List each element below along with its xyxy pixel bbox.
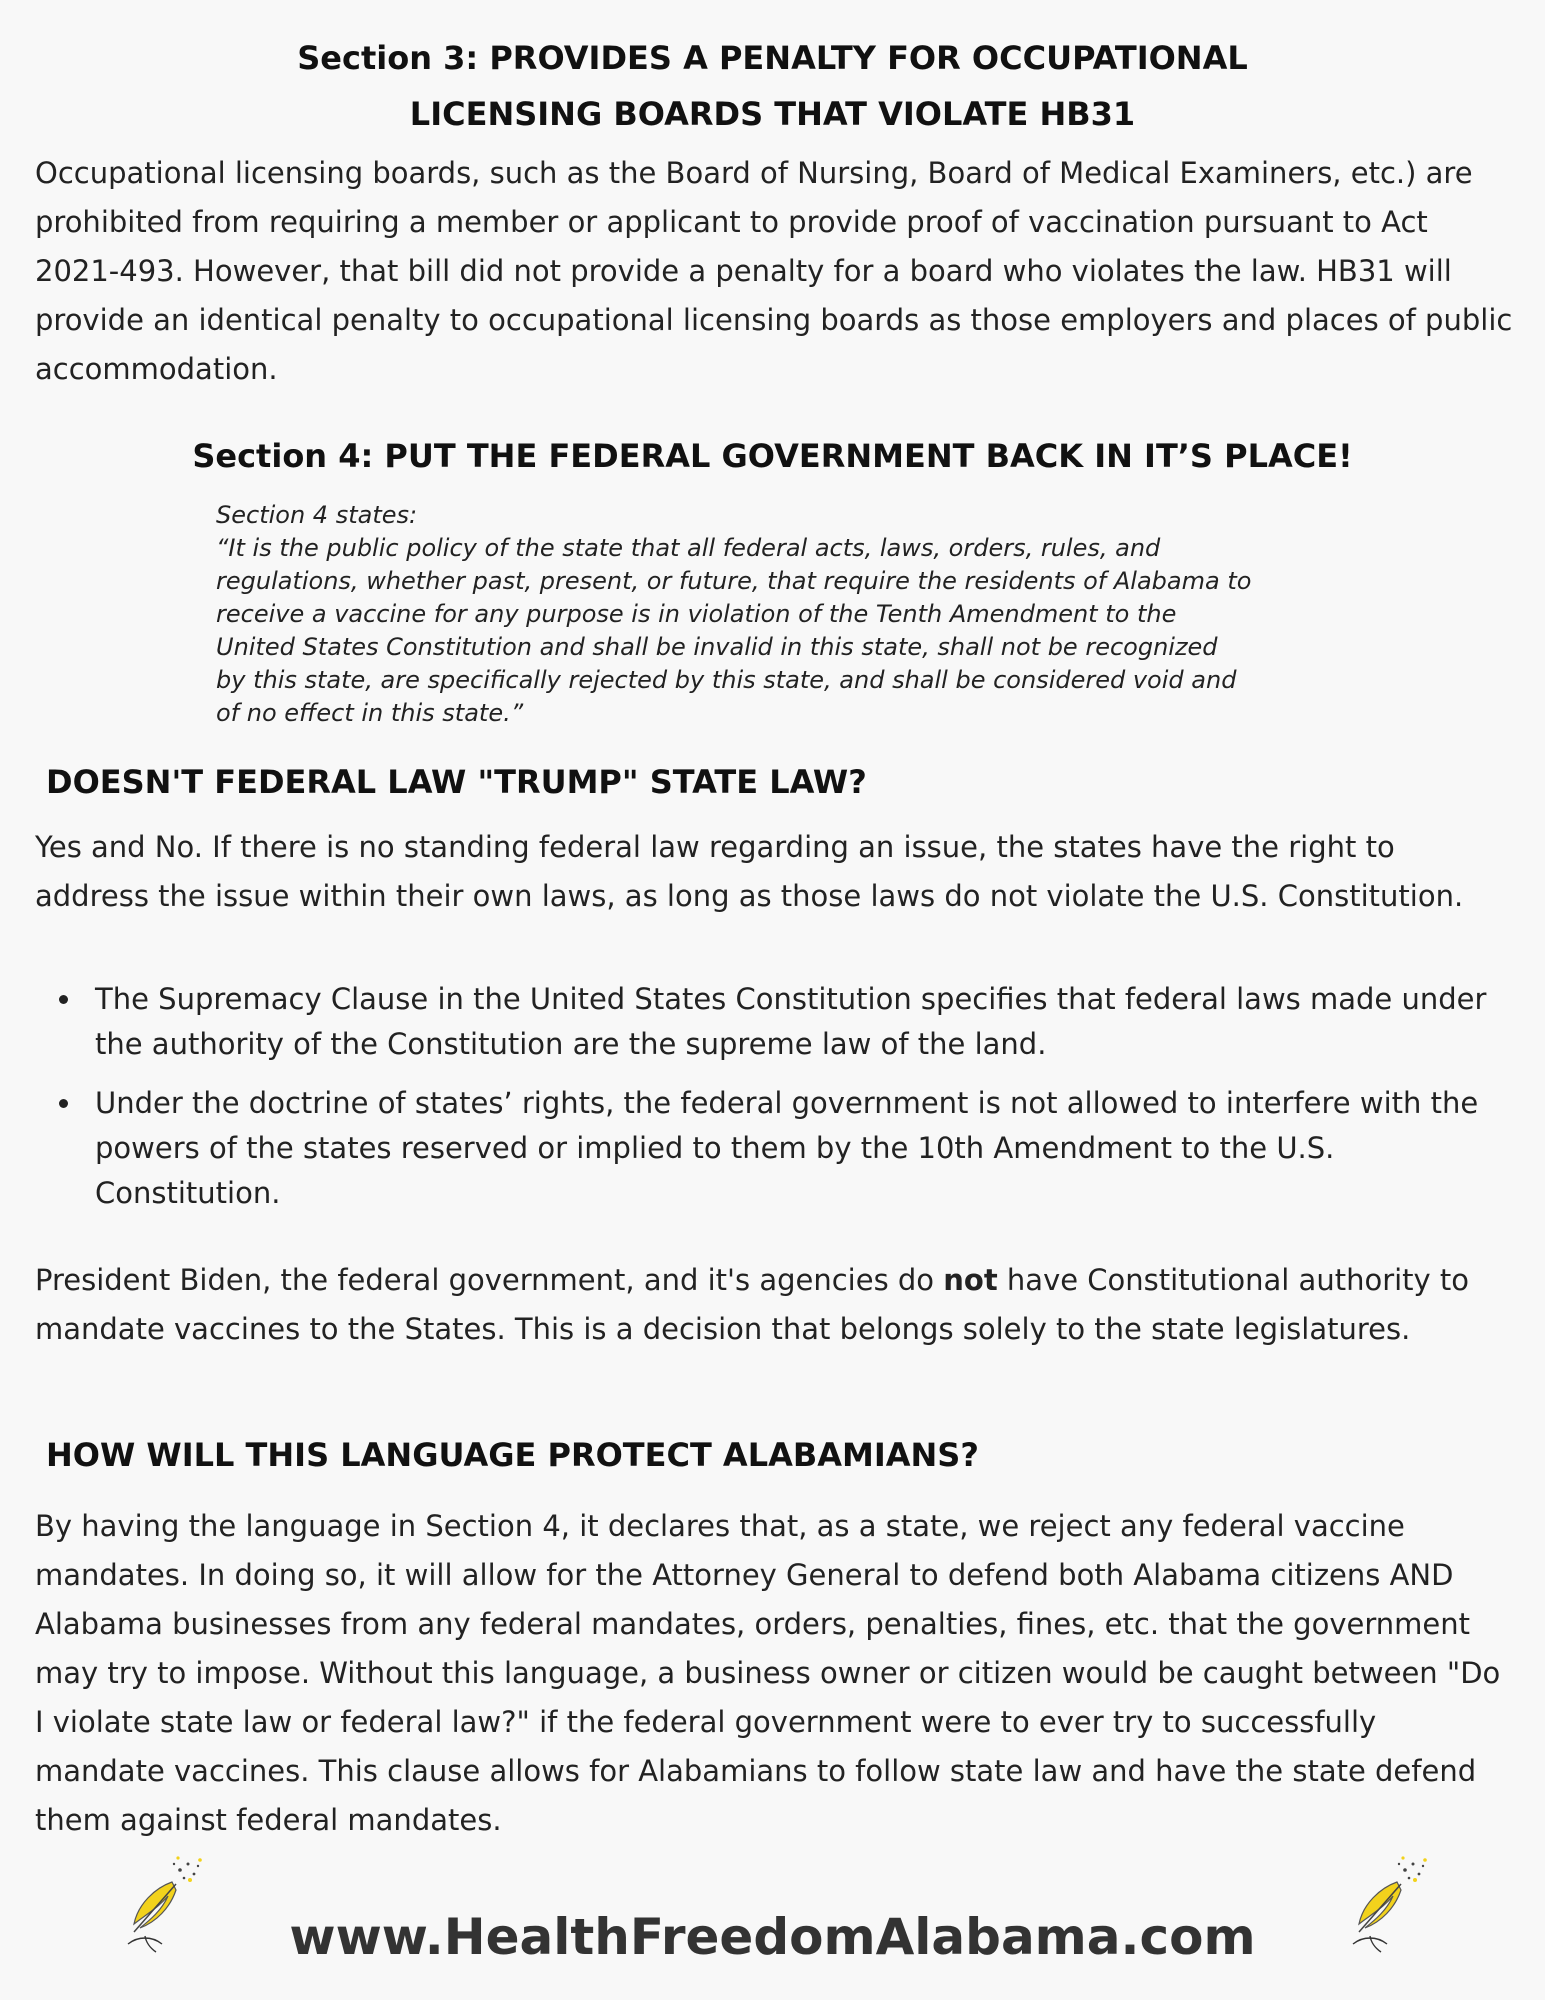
section3-body: Occupational licensing boards, such as the Board of Nursing, Board of Medical Examiners, etc.) are prohibited from requiring a member or applicant to provide proof of vaccination pursuant to Act 2021-493. However, that bill did not provide a penalty for a board who violates the law. HB31 will provide an identical penalty to occupational licensing boards as those employers and places of public accommodation. bbox=[35, 156, 1513, 386]
section3-heading-line1: Section 3: PROVIDES A PENALTY FOR OCCUPATIONAL bbox=[297, 39, 1248, 77]
federal-law-bullets bbox=[35, 977, 1515, 1216]
website-link[interactable]: www.HealthFreedomAlabama.com bbox=[289, 1908, 1256, 1966]
protect-body: By having the language in Section 4, it declares that, as a state, we reject any federal vaccine mandates. In doing so, it will allow for the Attorney General to defend both Alabama citizens AND Alabama businesses from any federal mandates, orders, penalties, fines, etc. that the government may try to impose. Without this language, a business owner or citizen would be caught between "Do I violate state law or federal law?" if the federal government were to ever try to successfully mandate vaccines. This clause allows for Alabamians to follow state law and have the state defend them against federal mandates. bbox=[35, 1509, 1501, 1837]
list-item bbox=[35, 977, 1515, 1067]
section4-quote bbox=[216, 499, 1366, 730]
bullet-icon bbox=[59, 1099, 68, 1108]
quote-line: receive a vaccine for any purpose is in violation of the Tenth Amendment to the bbox=[216, 600, 1177, 628]
section3-heading-line2: LICENSING BOARDS THAT VIOLATE HB31 bbox=[409, 95, 1136, 133]
quote-line: “It is the public policy of the state that all federal acts, laws, orders, rules, and bbox=[216, 534, 1161, 562]
protect-heading: HOW WILL THIS LANGUAGE PROTECT ALABAMIANS? bbox=[46, 1436, 979, 1474]
quote-line: Section 4 states: bbox=[216, 501, 418, 529]
federal-law-heading: DOESN'T FEDERAL LAW "TRUMP" STATE LAW? bbox=[46, 763, 867, 801]
federal-law-closing bbox=[35, 1256, 1515, 1354]
quote-line: of no effect in this state.” bbox=[216, 699, 524, 727]
quote-line: by this state, are specifically rejected by this state, and shall be considered void and bbox=[216, 666, 1237, 694]
bullet-text: Under the doctrine of states’ rights, the federal government is not allowed to interfere with the powers of the states reserved or implied to them by the 10th Amendment to the U.S. Constitution. bbox=[95, 1086, 1479, 1210]
bullet-icon bbox=[59, 995, 68, 1004]
closing-text-post: have Constitutional authority to mandate vaccines to the States. This is a decision that belongs solely to the state legislatures. bbox=[35, 1263, 1470, 1346]
closing-text-pre: President Biden, the federal government, and it's agencies do bbox=[35, 1263, 944, 1297]
closing-text-emphasis: not bbox=[943, 1263, 998, 1297]
quote-line: United States Constitution and shall be invalid in this state, shall not be recognized bbox=[216, 633, 1218, 661]
list-item bbox=[35, 1081, 1515, 1216]
quote-line: regulations, whether past, present, or future, that require the residents of Alabama to bbox=[216, 567, 1252, 595]
section4-heading: Section 4: PUT THE FEDERAL GOVERNMENT BACK IN IT’S PLACE! bbox=[192, 437, 1353, 475]
federal-law-body: Yes and No. If there is no standing federal law regarding an issue, the states have the right to address the issue within their own laws, as long as those laws do not violate the U.S. Constitution. bbox=[35, 830, 1464, 913]
bullet-text: The Supremacy Clause in the United States Constitution specifies that federal laws made under the authority of the Constitution are the supreme law of the land. bbox=[95, 982, 1487, 1061]
